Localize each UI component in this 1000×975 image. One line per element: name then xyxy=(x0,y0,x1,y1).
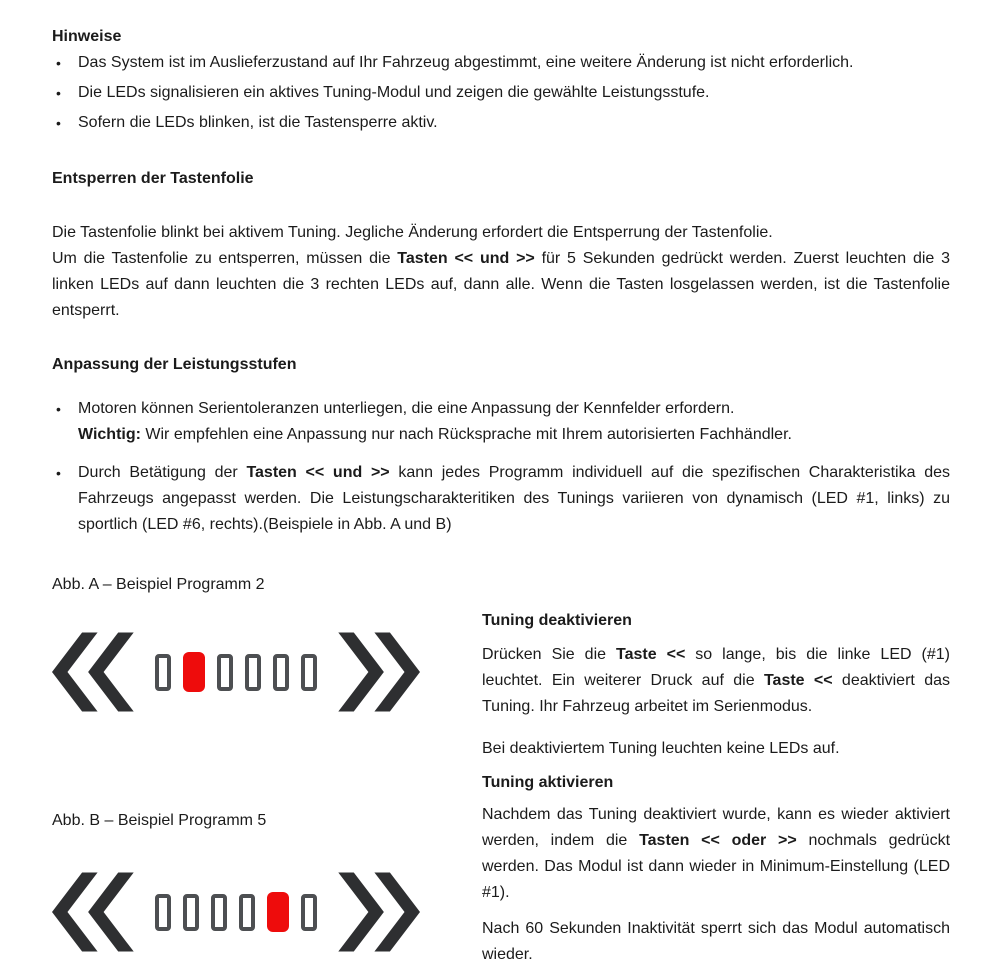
entsperren-body xyxy=(52,220,950,324)
paragraph: Die Tastenfolie blinkt bei aktivem Tuning. Jegliche Änderung erfordert die Entsperrung der Tastenfolie. xyxy=(52,224,773,241)
led-indicator-off xyxy=(155,654,171,691)
section-title-deaktivieren: Tuning deaktivieren xyxy=(482,612,632,629)
figure-a-label: Abb. A – Beispiel Programm 2 xyxy=(52,576,265,593)
paragraph: Drücken Sie die Taste << so lange, bis die linke LED (#1) leuchtet. Ein weiterer Druck auf die Taste << deaktiviert das Tuning. Ihr Fahrzeug arbeitet im Serienmodus. xyxy=(482,646,950,715)
list-item xyxy=(52,460,950,538)
led-indicator-off xyxy=(211,894,227,931)
bullet-text: Durch Betätigung der Tasten << und >> kann jedes Programm individuell auf die spezifischen Charakteristika des Fahrzeugs angepasst werden. Die Leistungscharakteritiken des Tunings variieren von dynamisch (LED #1, links) zu sportlich (LED #6, rechts).(Beispiele in Abb. A und B) xyxy=(78,464,951,533)
double-chevron-left-icon xyxy=(52,867,138,957)
led-row xyxy=(155,892,317,932)
double-chevron-right-icon xyxy=(334,867,420,957)
bullet-marker: • xyxy=(56,115,61,131)
instructions-column xyxy=(482,572,950,968)
bullet-text: Die LEDs signalisieren ein aktives Tuning-Modul und zeigen die gewählte Leistungsstufe. xyxy=(78,84,710,101)
paragraph: Wichtig: Wir empfehlen eine Anpassung nur nach Rücksprache mit Ihrem autorisierten Fachhändler. xyxy=(78,426,792,443)
led-indicator-off xyxy=(239,894,255,931)
paragraph: Nachdem das Tuning deaktiviert wurde, kann es wieder aktiviert werden, indem die Tasten << oder >> nochmals gedrückt werden. Das Modul ist dann wieder in Minimum-Einstellung (LED #1). xyxy=(482,806,951,901)
led-indicator-off xyxy=(301,894,317,931)
figures-column xyxy=(52,572,482,968)
list-item xyxy=(52,80,950,106)
bullet-marker: • xyxy=(56,85,61,101)
list-item xyxy=(52,50,950,76)
paragraph: Bei deaktiviertem Tuning leuchten keine LEDs auf. xyxy=(482,740,840,757)
double-chevron-left-icon xyxy=(52,627,138,717)
section-title-hinweise: Hinweise xyxy=(52,28,122,45)
section-title-anpassung: Anpassung der Leistungsstufen xyxy=(52,356,297,373)
double-chevron-right-icon xyxy=(334,627,420,717)
paragraph: Motoren können Serientoleranzen unterliegen, die eine Anpassung der Kennfelder erfordern. xyxy=(78,400,735,417)
bullet-marker: • xyxy=(56,465,61,481)
led-indicator-off xyxy=(155,894,171,931)
section-title-entsperren: Entsperren der Tastenfolie xyxy=(52,170,254,187)
led-indicator-off xyxy=(301,654,317,691)
figure-b-label: Abb. B – Beispiel Programm 5 xyxy=(52,812,267,829)
led-indicator-off xyxy=(273,654,289,691)
bullet-marker: • xyxy=(56,55,61,71)
led-indicator-off xyxy=(183,894,199,931)
bullet-text xyxy=(78,396,950,448)
figure-a-led-display xyxy=(52,626,482,718)
list-item xyxy=(52,396,950,448)
led-indicator-on xyxy=(267,892,289,932)
bullet-marker: • xyxy=(56,401,61,417)
bullet-text: Das System ist im Auslieferzustand auf Ihr Fahrzeug abgestimmt, eine weitere Änderung ist nicht erforderlich. xyxy=(78,54,854,71)
bullet-text: Sofern die LEDs blinken, ist die Tastensperre aktiv. xyxy=(78,114,438,131)
figure-b-led-display xyxy=(52,866,482,958)
paragraph: Um die Tastenfolie zu entsperren, müssen die Tasten << und >> für 5 Sekunden gedrückt werden. Zuerst leuchten die 3 linken LEDs auf dann leuchten die 3 rechten LEDs auf, dann alle. Wenn die Tasten losgelassen werden, ist die Tastenfolie entsperrt. xyxy=(52,250,951,319)
list-item xyxy=(52,110,950,136)
two-column-area xyxy=(52,572,950,968)
led-indicator-off xyxy=(217,654,233,691)
paragraph: Nach 60 Sekunden Inaktivität sperrt sich das Modul automatisch wieder. xyxy=(482,920,950,963)
led-row xyxy=(155,652,317,692)
section-title-aktivieren: Tuning aktivieren xyxy=(482,774,614,791)
led-indicator-off xyxy=(245,654,261,691)
led-indicator-on xyxy=(183,652,205,692)
